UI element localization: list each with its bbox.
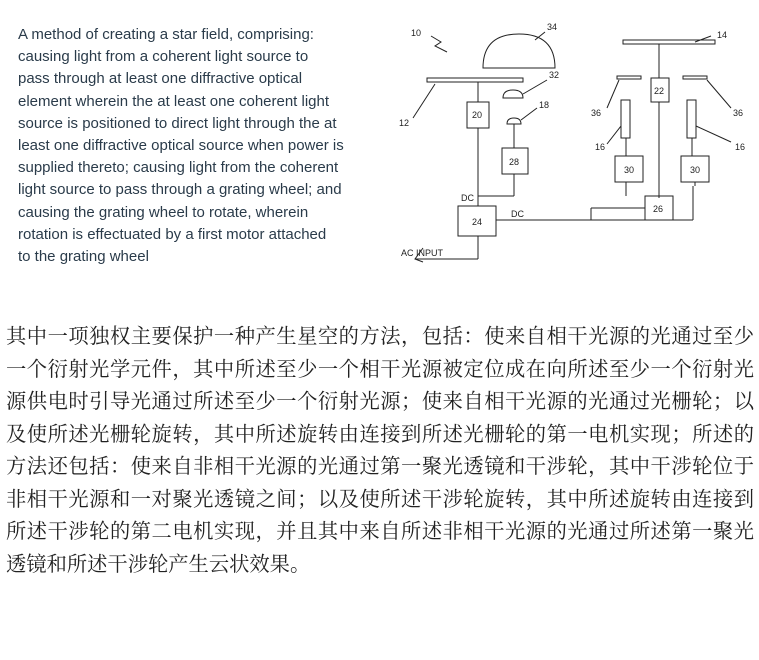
- label-ac-input: AC INPUT: [401, 248, 444, 258]
- label-16-right: 16: [735, 142, 746, 152]
- label-28: 28: [509, 157, 520, 167]
- label-16-left: 16: [595, 142, 606, 152]
- label-34: 34: [547, 22, 558, 32]
- label-30-left: 30: [624, 165, 635, 175]
- label-36-left: 36: [591, 108, 602, 118]
- label-12: 12: [399, 118, 410, 128]
- label-22: 22: [654, 86, 665, 96]
- description-paragraph: 其中一项独权主要保护一种产生星空的方法，包括：使来自相干光源的光通过至少一个衍射光学元件，其中所述至少一个相干光源被定位成在向所述至少一个衍射光源供电时引导光通过所述至少一个衍射光源；使来自相干光源的光通过光栅轮；以及使所述光栅轮旋转，其中所述旋转由连接到所述光栅轮的第一电机实现；所述的方法还包括：使来自非相干光源的光通过第一聚光透镜和干涉轮，其中干涉轮位于非相干光源和一对聚光透镜之间；以及使所述干涉轮旋转，其中所述旋转由连接到所述干涉轮的第二电机实现，并且其中来自所述非相干光源的光通过所述第一聚光透镜和所述干涉轮产生云状效果。: [6, 324, 754, 576]
- label-14: 14: [717, 30, 728, 40]
- label-26: 26: [653, 204, 664, 214]
- plate-36-left: [617, 76, 641, 79]
- patent-diagram: [395, 8, 759, 278]
- lens-18: [507, 118, 521, 124]
- tube-16-left: [621, 100, 630, 138]
- plate-36-right: [683, 76, 707, 79]
- left-plate: [427, 78, 523, 82]
- zigzag-10: [431, 36, 447, 52]
- dome-shape: [483, 34, 555, 68]
- tube-16-right: [687, 100, 696, 138]
- label-dc-right: DC: [511, 209, 524, 219]
- diagram-svg: [395, 8, 759, 278]
- label-20: 20: [472, 110, 483, 120]
- label-18: 18: [539, 100, 550, 110]
- patent-figure: [0, 0, 759, 300]
- label-24: 24: [472, 217, 483, 227]
- label-30-right: 30: [690, 165, 701, 175]
- lens-32: [503, 90, 523, 98]
- label-10: 10: [411, 28, 422, 38]
- right-plate: [623, 40, 715, 44]
- label-32: 32: [549, 70, 560, 80]
- label-36-right: 36: [733, 108, 744, 118]
- label-dc-top: DC: [461, 193, 474, 203]
- claim-text: A method of creating a star field, comprising: causing light from a coherent light source to pass through at least one diffractive optical element wherein the at least one coherent light source is positioned to direct light through the at least one diffractive optical source when power is supplied thereto; causing light from the coherent light source to pass through a grating wheel; and causing the grating wheel to rotate, wherein rotation is effectuated by a first motor attached to the grating wheel: [18, 26, 344, 266]
